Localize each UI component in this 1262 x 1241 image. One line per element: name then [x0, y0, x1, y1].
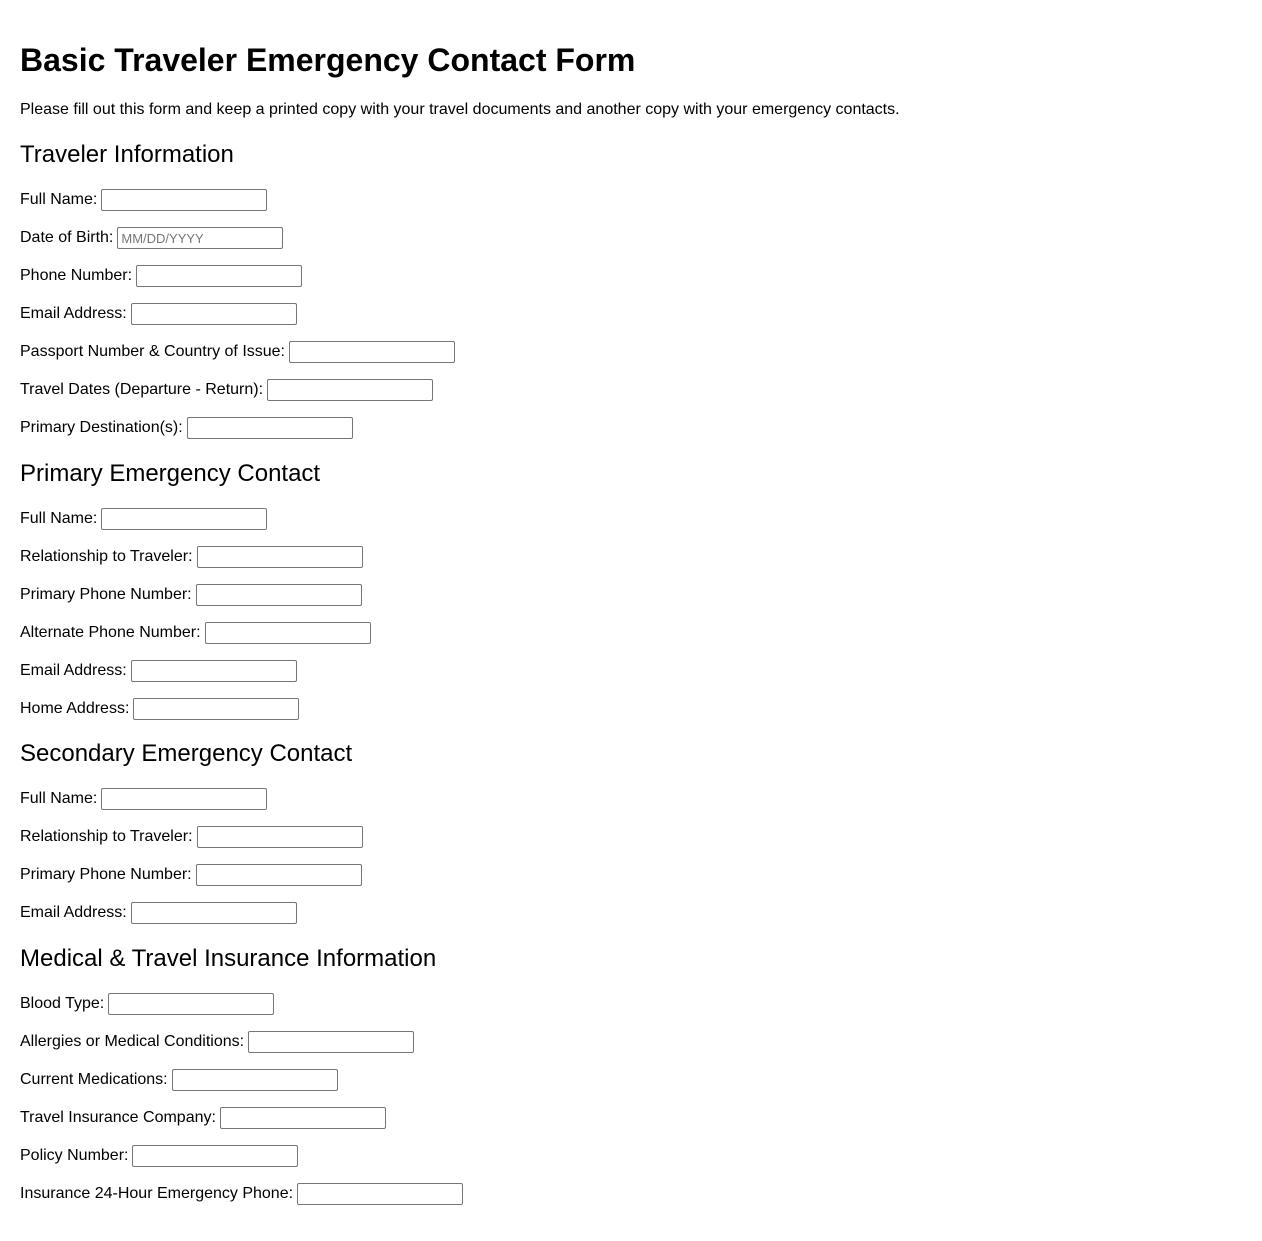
secondary-relationship-input[interactable] — [197, 826, 363, 848]
primary-alt-phone-input[interactable] — [205, 622, 371, 644]
field-label: Date of Birth: — [20, 229, 114, 246]
field-primary-alt-phone — [20, 622, 371, 644]
section-heading-secondary-contact: Secondary Emergency Contact — [20, 740, 353, 767]
field-secondary-phone — [20, 864, 362, 886]
field-primary-relationship — [20, 546, 363, 568]
field-primary-home-address — [20, 698, 299, 720]
policy-number-input[interactable] — [132, 1145, 298, 1167]
primary-phone-input[interactable] — [196, 584, 362, 606]
field-medical-blood-type — [20, 993, 274, 1015]
traveler-destinations-input[interactable] — [187, 417, 353, 439]
secondary-phone-input[interactable] — [196, 864, 362, 886]
field-label: Allergies or Medical Conditions: — [20, 1033, 245, 1050]
field-traveler-dob — [20, 227, 283, 249]
field-label: Passport Number & Country of Issue: — [20, 343, 285, 360]
traveler-email-input[interactable] — [131, 303, 297, 325]
field-label: Email Address: — [20, 662, 127, 679]
field-label: Primary Destination(s): — [20, 419, 183, 436]
field-primary-email — [20, 660, 297, 682]
primary-home-address-input[interactable] — [133, 698, 299, 720]
field-label: Full Name: — [20, 790, 98, 807]
field-label: Email Address: — [20, 305, 127, 322]
field-label: Insurance 24-Hour Emergency Phone: — [20, 1185, 294, 1202]
field-label: Blood Type: — [20, 995, 105, 1012]
traveler-travel-dates-input[interactable] — [267, 379, 433, 401]
insurance-company-input[interactable] — [220, 1107, 386, 1129]
field-label: Relationship to Traveler: — [20, 828, 193, 845]
allergies-input[interactable] — [248, 1031, 414, 1053]
field-label: Current Medications: — [20, 1071, 168, 1088]
field-label: Home Address: — [20, 700, 130, 717]
page-title: Basic Traveler Emergency Contact Form — [20, 42, 636, 78]
field-traveler-passport — [20, 341, 455, 363]
field-label: Travel Dates (Departure - Return): — [20, 381, 264, 398]
primary-full-name-input[interactable] — [101, 508, 267, 530]
primary-relationship-input[interactable] — [197, 546, 363, 568]
section-heading-traveler: Traveler Information — [20, 141, 234, 168]
section-heading-medical-insurance: Medical & Travel Insurance Information — [20, 945, 437, 972]
field-label: Email Address: — [20, 904, 127, 921]
field-label: Primary Phone Number: — [20, 586, 192, 603]
field-medical-policy — [20, 1145, 298, 1167]
field-secondary-full-name — [20, 788, 267, 810]
field-label: Primary Phone Number: — [20, 866, 192, 883]
traveler-dob-input[interactable] — [117, 227, 283, 249]
field-medical-allergies — [20, 1031, 414, 1053]
field-traveler-email — [20, 303, 297, 325]
traveler-full-name-input[interactable] — [101, 189, 267, 211]
field-traveler-full-name — [20, 189, 267, 211]
section-heading-primary-contact: Primary Emergency Contact — [20, 460, 321, 487]
form-instructions: Please fill out this form and keep a printed copy with your travel documents and another copy with your emergency contacts. — [20, 101, 900, 118]
field-label: Full Name: — [20, 510, 98, 527]
field-label: Full Name: — [20, 191, 98, 208]
blood-type-input[interactable] — [108, 993, 274, 1015]
field-label: Phone Number: — [20, 267, 133, 284]
field-medical-insurer — [20, 1107, 386, 1129]
field-label: Alternate Phone Number: — [20, 624, 201, 641]
primary-email-input[interactable] — [131, 660, 297, 682]
insurance-emergency-phone-input[interactable] — [297, 1183, 463, 1205]
field-medical-medications — [20, 1069, 338, 1091]
field-secondary-relationship — [20, 826, 363, 848]
field-secondary-email — [20, 902, 297, 924]
field-primary-full-name — [20, 508, 267, 530]
traveler-passport-input[interactable] — [289, 341, 455, 363]
field-primary-phone — [20, 584, 362, 606]
field-traveler-destinations — [20, 417, 353, 439]
field-traveler-phone — [20, 265, 302, 287]
traveler-phone-input[interactable] — [136, 265, 302, 287]
field-label: Policy Number: — [20, 1147, 129, 1164]
secondary-email-input[interactable] — [131, 902, 297, 924]
field-traveler-travel-dates — [20, 379, 433, 401]
field-label: Relationship to Traveler: — [20, 548, 193, 565]
secondary-full-name-input[interactable] — [101, 788, 267, 810]
medications-input[interactable] — [172, 1069, 338, 1091]
field-label: Travel Insurance Company: — [20, 1109, 216, 1126]
field-medical-insurer-phone — [20, 1183, 463, 1205]
